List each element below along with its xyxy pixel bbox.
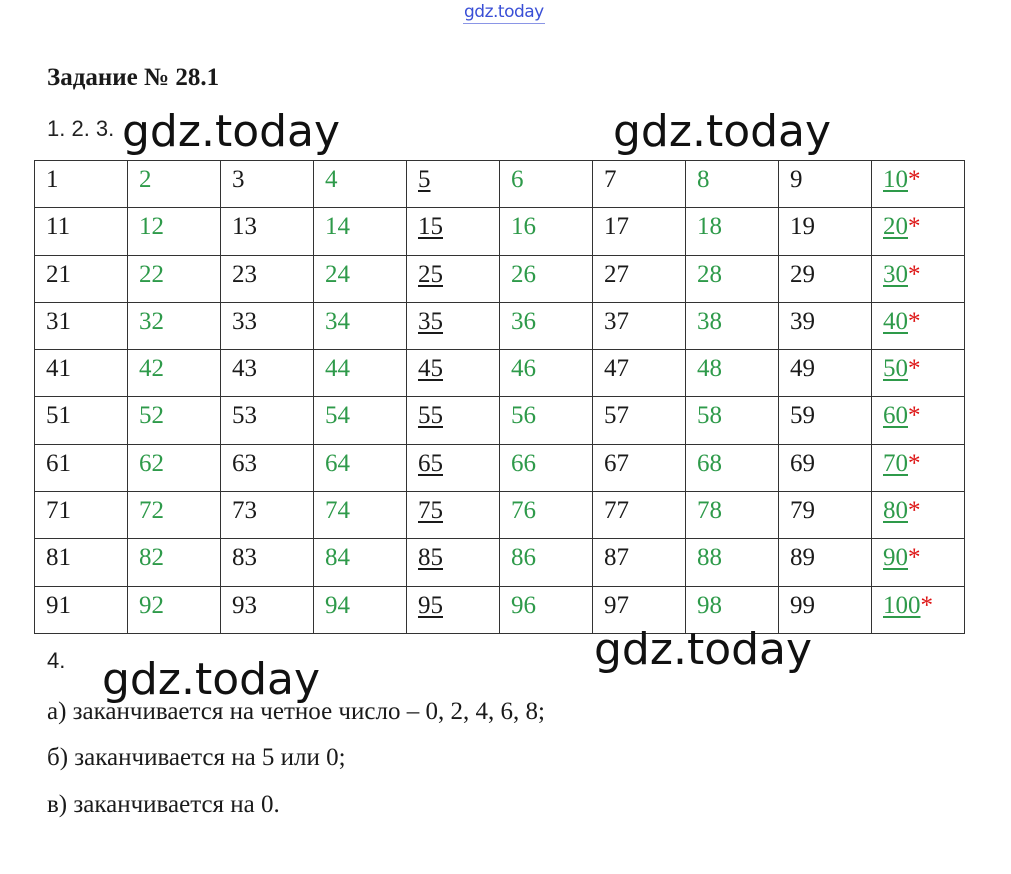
cell-value: 36 bbox=[511, 307, 536, 335]
table-cell bbox=[407, 161, 500, 208]
cell-value: 80 bbox=[883, 497, 908, 525]
cell-value: 27 bbox=[604, 260, 629, 288]
table-cell bbox=[128, 444, 221, 491]
table-cell bbox=[593, 255, 686, 302]
star-mark: * bbox=[908, 449, 921, 477]
table-cell bbox=[779, 255, 872, 302]
cell-value: 77 bbox=[604, 497, 629, 525]
table-cell bbox=[686, 444, 779, 491]
table-cell bbox=[35, 586, 128, 633]
table-cell bbox=[407, 255, 500, 302]
cell-value: 8 bbox=[697, 166, 710, 193]
table-row bbox=[35, 539, 965, 586]
answer-c: в) заканчивается на 0. bbox=[47, 791, 280, 818]
cell-value: 33 bbox=[232, 307, 257, 335]
table-cell bbox=[686, 161, 779, 208]
table-cell bbox=[35, 208, 128, 255]
table-cell bbox=[314, 208, 407, 255]
cell-value: 2 bbox=[139, 166, 152, 193]
cell-value: 76 bbox=[511, 497, 536, 525]
cell-value: 53 bbox=[232, 402, 257, 430]
cell-value: 56 bbox=[511, 402, 536, 430]
table-cell bbox=[872, 255, 965, 302]
watermark: gdz.today bbox=[594, 624, 813, 675]
table-cell bbox=[221, 397, 314, 444]
cell-value: 16 bbox=[511, 213, 536, 241]
table-cell bbox=[221, 255, 314, 302]
cell-value: 15 bbox=[418, 213, 443, 241]
cell-value: 4 bbox=[325, 166, 338, 193]
table-row bbox=[35, 255, 965, 302]
cell-value: 11 bbox=[46, 213, 71, 241]
cell-value: 7 bbox=[604, 166, 617, 193]
table-cell bbox=[779, 539, 872, 586]
cell-value: 67 bbox=[604, 449, 629, 477]
table-cell bbox=[593, 302, 686, 349]
cell-value: 12 bbox=[139, 213, 164, 241]
table-cell bbox=[407, 350, 500, 397]
table-cell bbox=[686, 350, 779, 397]
cell-value: 21 bbox=[46, 260, 71, 288]
cell-value: 99 bbox=[790, 591, 815, 619]
table-cell bbox=[314, 397, 407, 444]
table-cell bbox=[593, 492, 686, 539]
star-mark: * bbox=[908, 307, 921, 335]
table-cell bbox=[872, 539, 965, 586]
cell-value: 97 bbox=[604, 591, 629, 619]
cell-value: 68 bbox=[697, 449, 722, 477]
table-cell bbox=[500, 492, 593, 539]
table-cell bbox=[593, 350, 686, 397]
table-cell bbox=[872, 397, 965, 444]
answer-a: а) заканчивается на четное число – 0, 2, 4, 6, 8; bbox=[47, 698, 545, 725]
table-row bbox=[35, 350, 965, 397]
watermark: gdz.today bbox=[122, 106, 341, 157]
cell-value: 34 bbox=[325, 307, 350, 335]
table-cell bbox=[128, 539, 221, 586]
table-cell bbox=[35, 255, 128, 302]
table-row bbox=[35, 161, 965, 208]
table-cell bbox=[686, 539, 779, 586]
cell-value: 23 bbox=[232, 260, 257, 288]
cell-value: 43 bbox=[232, 355, 257, 383]
answer-b: б) заканчивается на 5 или 0; bbox=[47, 744, 346, 771]
table-cell bbox=[779, 397, 872, 444]
table-cell bbox=[593, 161, 686, 208]
number-table bbox=[34, 160, 965, 634]
table-cell bbox=[221, 161, 314, 208]
table-cell bbox=[779, 492, 872, 539]
cell-value: 75 bbox=[418, 497, 443, 525]
cell-value: 89 bbox=[790, 544, 815, 572]
cell-value: 48 bbox=[697, 355, 722, 383]
table-row bbox=[35, 397, 965, 444]
cell-value: 45 bbox=[418, 355, 443, 383]
cell-value: 47 bbox=[604, 355, 629, 383]
cell-value: 49 bbox=[790, 355, 815, 383]
table-cell bbox=[314, 255, 407, 302]
table-cell bbox=[128, 255, 221, 302]
cell-value: 69 bbox=[790, 449, 815, 477]
table-cell bbox=[686, 302, 779, 349]
cell-value: 25 bbox=[418, 260, 443, 288]
cell-value: 85 bbox=[418, 544, 443, 572]
table-cell bbox=[779, 208, 872, 255]
cell-value: 60 bbox=[883, 402, 908, 430]
cell-value: 72 bbox=[139, 497, 164, 525]
cell-value: 61 bbox=[46, 449, 71, 477]
cell-value: 54 bbox=[325, 402, 350, 430]
cell-value: 38 bbox=[697, 307, 722, 335]
star-mark: * bbox=[908, 544, 921, 572]
table-row bbox=[35, 208, 965, 255]
cell-value: 90 bbox=[883, 544, 908, 572]
cell-value: 63 bbox=[232, 449, 257, 477]
star-mark: * bbox=[908, 213, 921, 241]
cell-value: 100 bbox=[883, 591, 921, 619]
table-cell bbox=[686, 255, 779, 302]
cell-value: 18 bbox=[697, 213, 722, 241]
cell-value: 26 bbox=[511, 260, 536, 288]
table-cell bbox=[314, 492, 407, 539]
table-cell bbox=[500, 586, 593, 633]
table-cell bbox=[35, 397, 128, 444]
cell-value: 64 bbox=[325, 449, 350, 477]
table-cell bbox=[686, 492, 779, 539]
table-cell bbox=[500, 539, 593, 586]
cell-value: 40 bbox=[883, 307, 908, 335]
cell-value: 19 bbox=[790, 213, 815, 241]
cell-value: 35 bbox=[418, 307, 443, 335]
cell-value: 91 bbox=[46, 591, 71, 619]
table-cell bbox=[407, 586, 500, 633]
table-cell bbox=[872, 492, 965, 539]
cell-value: 84 bbox=[325, 544, 350, 572]
cell-value: 65 bbox=[418, 449, 443, 477]
watermark: gdz.today bbox=[613, 106, 832, 157]
table-cell bbox=[221, 444, 314, 491]
cell-value: 1 bbox=[46, 166, 59, 193]
table-cell bbox=[407, 444, 500, 491]
table-cell bbox=[314, 586, 407, 633]
table-cell bbox=[314, 161, 407, 208]
cell-value: 96 bbox=[511, 591, 536, 619]
cell-value: 50 bbox=[883, 355, 908, 383]
table-cell bbox=[500, 350, 593, 397]
table-row bbox=[35, 302, 965, 349]
table-cell bbox=[500, 397, 593, 444]
cell-value: 83 bbox=[232, 544, 257, 572]
cell-value: 81 bbox=[46, 544, 71, 572]
table-cell bbox=[314, 302, 407, 349]
cell-value: 87 bbox=[604, 544, 629, 572]
cell-value: 13 bbox=[232, 213, 257, 241]
cell-value: 51 bbox=[46, 402, 71, 430]
cell-value: 62 bbox=[139, 449, 164, 477]
table-cell bbox=[500, 161, 593, 208]
cell-value: 10 bbox=[883, 166, 908, 193]
star-mark: * bbox=[908, 166, 921, 193]
table-cell bbox=[314, 350, 407, 397]
table-cell bbox=[35, 302, 128, 349]
site-mark: gdz.today bbox=[464, 2, 544, 22]
table-cell bbox=[128, 586, 221, 633]
cell-value: 42 bbox=[139, 355, 164, 383]
table-cell bbox=[779, 161, 872, 208]
cell-value: 46 bbox=[511, 355, 536, 383]
cell-value: 22 bbox=[139, 260, 164, 288]
cell-value: 28 bbox=[697, 260, 722, 288]
cell-value: 88 bbox=[697, 544, 722, 572]
cell-value: 41 bbox=[46, 355, 71, 383]
table-cell bbox=[686, 397, 779, 444]
cell-value: 93 bbox=[232, 591, 257, 619]
cell-value: 70 bbox=[883, 449, 908, 477]
cell-value: 20 bbox=[883, 213, 908, 241]
table-cell bbox=[35, 539, 128, 586]
cell-value: 57 bbox=[604, 402, 629, 430]
table-cell bbox=[872, 350, 965, 397]
table-cell bbox=[407, 539, 500, 586]
table-cell bbox=[128, 492, 221, 539]
cell-value: 31 bbox=[46, 307, 71, 335]
cell-value: 5 bbox=[418, 166, 431, 193]
table-cell bbox=[500, 444, 593, 491]
table-cell bbox=[221, 586, 314, 633]
cell-value: 59 bbox=[790, 402, 815, 430]
table-cell bbox=[872, 208, 965, 255]
table-cell bbox=[128, 161, 221, 208]
table-cell bbox=[872, 586, 965, 633]
table-cell bbox=[407, 397, 500, 444]
cell-value: 74 bbox=[325, 497, 350, 525]
star-mark: * bbox=[908, 402, 921, 430]
table-cell bbox=[128, 397, 221, 444]
table-cell bbox=[221, 302, 314, 349]
table-cell bbox=[35, 161, 128, 208]
cell-value: 52 bbox=[139, 402, 164, 430]
star-mark: * bbox=[908, 260, 921, 288]
table-cell bbox=[128, 302, 221, 349]
cell-value: 3 bbox=[232, 166, 245, 193]
cell-value: 58 bbox=[697, 402, 722, 430]
table-cell bbox=[779, 350, 872, 397]
table-cell bbox=[593, 208, 686, 255]
table-cell bbox=[407, 492, 500, 539]
cell-value: 29 bbox=[790, 260, 815, 288]
table-cell bbox=[872, 302, 965, 349]
cell-value: 39 bbox=[790, 307, 815, 335]
cell-value: 98 bbox=[697, 591, 722, 619]
table-cell bbox=[314, 539, 407, 586]
table-cell bbox=[407, 208, 500, 255]
table-cell bbox=[779, 444, 872, 491]
star-mark: * bbox=[920, 591, 933, 619]
table-cell bbox=[314, 444, 407, 491]
cell-value: 37 bbox=[604, 307, 629, 335]
table-row bbox=[35, 492, 965, 539]
cell-value: 24 bbox=[325, 260, 350, 288]
cell-value: 79 bbox=[790, 497, 815, 525]
cell-value: 32 bbox=[139, 307, 164, 335]
table-cell bbox=[686, 208, 779, 255]
star-mark: * bbox=[908, 355, 921, 383]
cell-value: 86 bbox=[511, 544, 536, 572]
table-cell bbox=[221, 492, 314, 539]
star-mark: * bbox=[908, 497, 921, 525]
cell-value: 44 bbox=[325, 355, 350, 383]
cell-value: 82 bbox=[139, 544, 164, 572]
table-cell bbox=[593, 539, 686, 586]
cell-value: 94 bbox=[325, 591, 350, 619]
cell-value: 17 bbox=[604, 213, 629, 241]
task-subtitle: 1. 2. 3. bbox=[47, 116, 115, 141]
cell-value: 66 bbox=[511, 449, 536, 477]
table-cell bbox=[35, 350, 128, 397]
cell-value: 30 bbox=[883, 260, 908, 288]
table-row bbox=[35, 444, 965, 491]
cell-value: 73 bbox=[232, 497, 257, 525]
cell-value: 71 bbox=[46, 497, 71, 525]
cell-value: 9 bbox=[790, 166, 803, 193]
table-cell bbox=[35, 444, 128, 491]
cell-value: 78 bbox=[697, 497, 722, 525]
watermark: gdz.today bbox=[102, 654, 321, 705]
table-cell bbox=[35, 492, 128, 539]
cell-value: 14 bbox=[325, 213, 350, 241]
table-cell bbox=[779, 302, 872, 349]
table-cell bbox=[500, 302, 593, 349]
cell-value: 55 bbox=[418, 402, 443, 430]
table-cell bbox=[221, 350, 314, 397]
table-cell bbox=[593, 444, 686, 491]
cell-value: 92 bbox=[139, 591, 164, 619]
table-cell bbox=[128, 208, 221, 255]
section-4-label: 4. bbox=[47, 648, 66, 673]
cell-value: 95 bbox=[418, 591, 443, 619]
table-cell bbox=[872, 161, 965, 208]
table-cell bbox=[407, 302, 500, 349]
table-cell bbox=[500, 208, 593, 255]
table-cell bbox=[500, 255, 593, 302]
table-cell bbox=[221, 539, 314, 586]
page-title: Задание № 28.1 bbox=[47, 64, 220, 91]
table-row bbox=[35, 586, 965, 633]
table-cell bbox=[221, 208, 314, 255]
table-cell bbox=[128, 350, 221, 397]
cell-value: 6 bbox=[511, 166, 524, 193]
table-cell bbox=[593, 397, 686, 444]
table-cell bbox=[872, 444, 965, 491]
